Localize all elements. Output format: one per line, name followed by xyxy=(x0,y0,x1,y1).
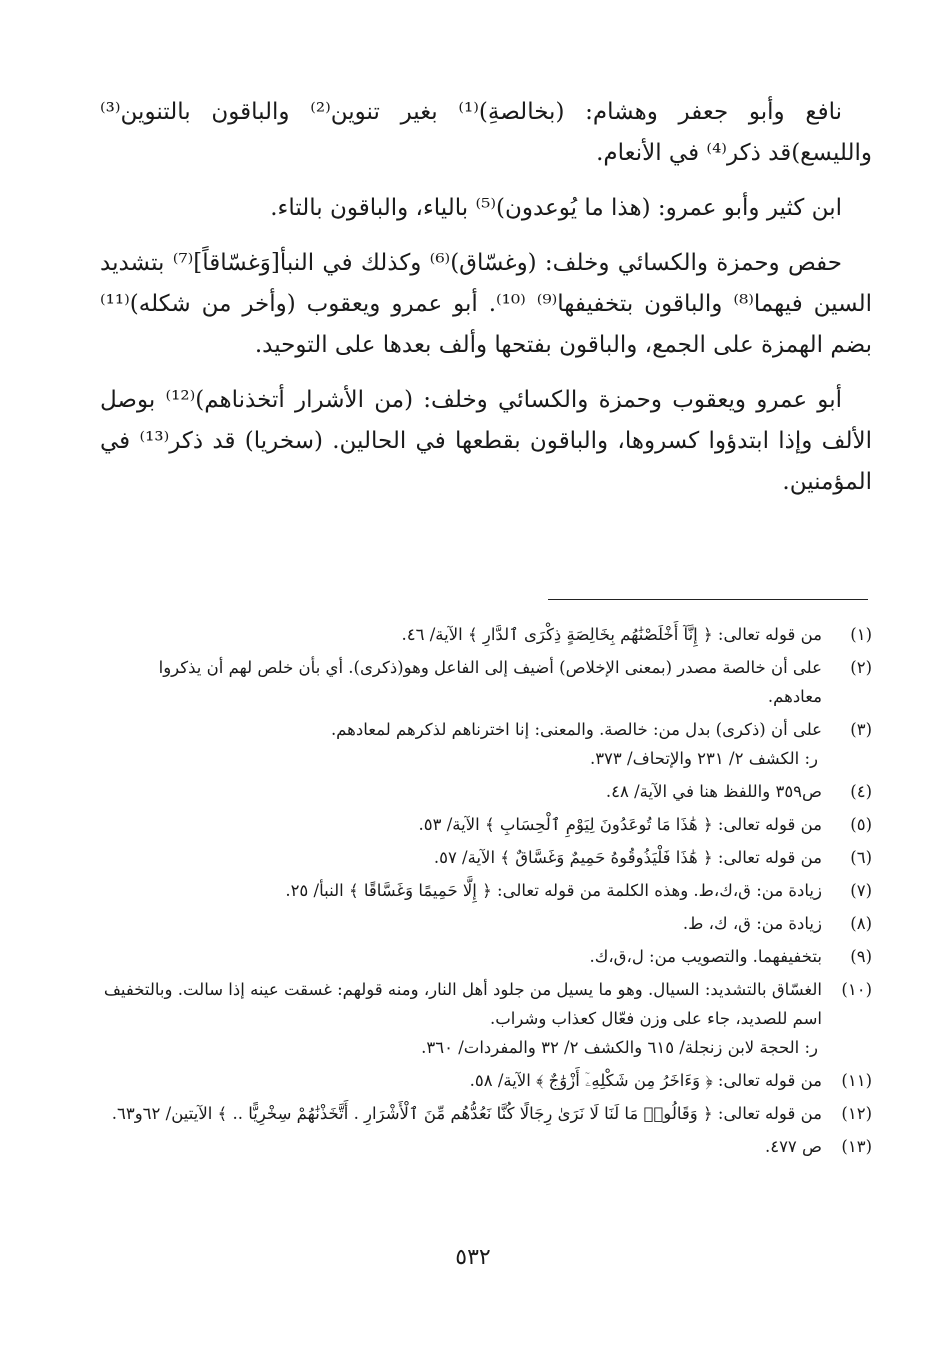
footnote-number: (٤) xyxy=(850,782,872,801)
footnote-divider xyxy=(548,599,868,600)
footnote-number: (١) xyxy=(850,625,872,644)
footnote-line: من قوله تعالى: ﴿ هَٰذَا مَا تُوعَدُونَ لِيَوْمِ ٱلْحِسَابِ ﴾ الآية/ ٥٣. xyxy=(418,815,822,834)
footnote-line: من قوله تعالى: ﴿ وَءَاخَرُ مِن شَكْلِهِۦٓ أَزْوَٰجٌ ﴾ الآية/ ٥٨. xyxy=(469,1071,822,1090)
footnote-text xyxy=(100,810,822,839)
footnote-number: (٦) xyxy=(850,848,872,867)
footnote-line: زيادة من: ق، ك، ط. xyxy=(682,914,822,933)
paragraph: ابن كثير وأبو عمرو: (هذا ما يُوعدون)⁽⁵⁾ بالياء، والباقون بالتاء. xyxy=(270,195,842,221)
footnote xyxy=(100,1099,872,1128)
paragraph: نافع وأبو جعفر وهشام: (بخالصةِ)⁽¹⁾ بغير تنوين⁽²⁾ والباقون بالتنوين⁽³⁾ والليسع)قد ذكر⁽⁴⁾ في الأنعام. xyxy=(100,99,872,166)
footnote xyxy=(100,843,872,872)
footnote-text xyxy=(100,1066,822,1095)
footnote-text xyxy=(100,777,822,806)
footnote xyxy=(100,777,872,806)
footnote-text xyxy=(100,876,822,905)
footnote xyxy=(100,1066,872,1095)
footnote-number: (١٠) xyxy=(841,980,872,999)
footnote-number: (١٣) xyxy=(841,1137,872,1156)
footnote xyxy=(100,909,872,938)
paragraph: حفص وحمزة والكسائي وخلف: (وغسّاق)⁽⁶⁾ وكذلك في النبأ[وَغسّاقاً]⁽⁷⁾ بتشديد السين فيهما⁽⁸⁾ والباقون بتخفيفها⁽⁹⁾ ⁽¹⁰⁾. أبو عمرو ويعقوب (وأخر من شكله)⁽¹¹⁾ بضم الهمزة على الجمع، والباقون بفتحها وألف بعدها على التوحيد. xyxy=(100,250,873,358)
footnote xyxy=(100,876,872,905)
footnote xyxy=(100,1132,872,1161)
footnotes xyxy=(100,620,872,1165)
footnote-line: بتخفيفهما. والتصويب من: ل،ق،ك. xyxy=(589,947,822,966)
footnote-line: ص ٤٧٧. xyxy=(764,1137,822,1156)
footnote-line: على أن خالصة مصدر (بمعنى الإخلاص) أضيف إلى الفاعل وهو(ذكرى). أي بأن خلص لهم أن يذكروا معادهم. xyxy=(158,658,822,706)
footnote-text xyxy=(100,843,822,872)
footnote-text xyxy=(100,975,822,1062)
footnote-text xyxy=(100,909,822,938)
footnote-reference: ر: الكشف ٢/ ٢٣١ والإتحاف/ ٣٧٣. xyxy=(589,749,818,768)
footnote-text xyxy=(100,1132,822,1161)
footnote-line: على أن (ذكرى) بدل من: خالصة. والمعنى: إنا اخترناهم لذكرهم لمعادهم. xyxy=(330,720,822,739)
footnote-text xyxy=(100,942,822,971)
footnote-text xyxy=(100,1099,822,1128)
footnote xyxy=(100,653,872,711)
footnote-line: من قوله تعالى: ﴿ إِنَّآ أَخْلَصْنَٰهُم بِخَالِصَةٍ ذِكْرَى ٱلدَّارِ ﴾ الآية/ ٤٦. xyxy=(401,625,822,644)
footnote-number: (٢) xyxy=(850,658,872,677)
footnote xyxy=(100,620,872,649)
footnote xyxy=(100,975,872,1062)
footnote-line: من قوله تعالى: ﴿ وَقَالُوا۟ مَا لَنَا لَا نَرَىٰ رِجَالًا كُنَّا نَعُدُّهُم مِّنَ ٱلْأَشْرَارِ . أَتَّخَذْنَٰهُمْ سِخْرِيًّا .. ﴾ الآيتين/ ٦٢و٦٣. xyxy=(111,1104,822,1123)
footnote-number: (٧) xyxy=(850,881,872,900)
paragraph: أبو عمرو ويعقوب وحمزة والكسائي وخلف: (من الأشرار أتخذناهم)⁽¹²⁾ بوصل الألف وإذا ابتدؤوا كسروها، والباقون بقطعها في الحالين. (سخريا) قد ذكر⁽¹³⁾ في المؤمنين. xyxy=(100,387,873,495)
footnote-line: زيادة من: ق،ك،ط. وهذه الكلمة من قوله تعالى: ﴿ إِلَّا حَمِيمًا وَغَسَّاقًا ﴾ النبأ/ ٢٥. xyxy=(285,881,822,900)
footnote-line: الغسّاق بالتشديد: السيال. وهو ما يسيل من جلود أهل النار، ومنه قولهم: غسقت عينه إذا سالت. وبالتخفيف اسم للصديد، جاء على وزن فعّال كعذاب وشراب. xyxy=(103,980,822,1028)
footnote-reference: ر: الحجة لابن زنجلة/ ٦١٥ والكشف ٢/ ٣٢ والمفردات/ ٣٦٠. xyxy=(421,1038,818,1057)
footnote-number: (٥) xyxy=(850,815,872,834)
footnote-number: (٩) xyxy=(850,947,872,966)
footnote-text xyxy=(100,653,822,711)
footnote-text xyxy=(100,620,822,649)
footnote xyxy=(100,810,872,839)
footnote-line: ص٣٥٩ واللفظ هنا في الآية/ ٤٨. xyxy=(605,782,822,801)
footnote-number: (٨) xyxy=(850,914,872,933)
footnote-number: (١٢) xyxy=(841,1104,872,1123)
footnote xyxy=(100,942,872,971)
footnote-line: من قوله تعالى: ﴿ هَٰذَا فَلْيَذُوقُوهُ حَمِيمٌ وَغَسَّاقٌ ﴾ الآية/ ٥٧. xyxy=(433,848,822,867)
footnote-number: (٣) xyxy=(850,720,872,739)
footnote-number: (١١) xyxy=(841,1071,872,1090)
footnote-text xyxy=(100,715,822,773)
page-number: ٥٣٢ xyxy=(455,1245,491,1270)
main-text xyxy=(100,92,872,517)
footnote xyxy=(100,715,872,773)
